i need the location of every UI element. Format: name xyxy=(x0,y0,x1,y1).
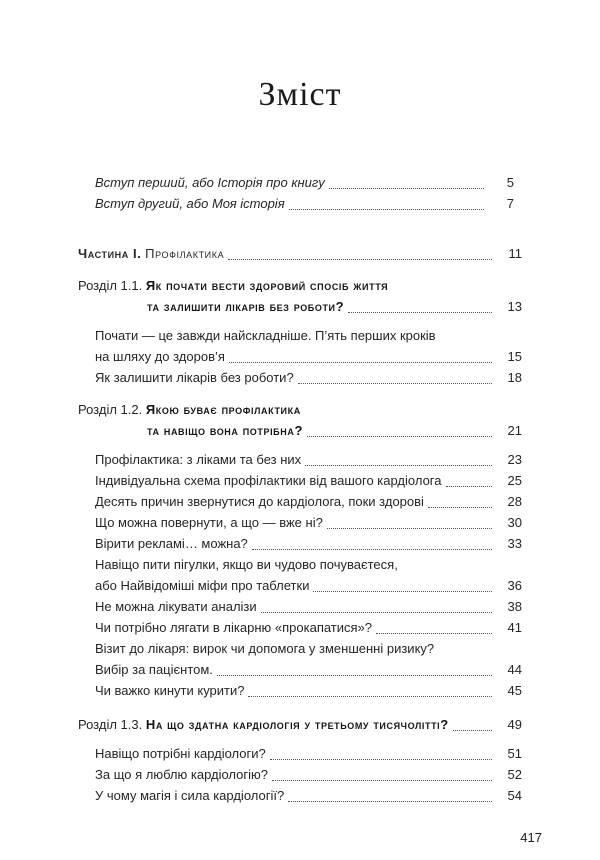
toc-entry-title: Вступ другий, або Моя історія xyxy=(95,196,285,211)
toc-entry-title: Вірити рекламі… можна? xyxy=(95,536,248,551)
toc-page-number: 11 xyxy=(508,246,522,261)
dot-leader xyxy=(313,590,492,592)
dot-leader xyxy=(453,729,492,731)
page-title: Зміст xyxy=(258,76,342,113)
dot-leader xyxy=(305,464,492,466)
toc-page-number: 23 xyxy=(507,452,522,467)
toc-entry-title: Чи важко кинути курити? xyxy=(95,683,245,698)
toc-entry-title: Візит до лікаря: вирок чи допомога у зменшенні ризику? xyxy=(95,641,435,656)
toc-entry-title: Навіщо пити пігулки, якщо ви чудово почуваєтеся, xyxy=(95,557,398,572)
toc-entry-title: Вступ перший, або Історія про книгу xyxy=(95,175,325,190)
toc-page-number: 28 xyxy=(507,494,522,509)
toc-page-number: 30 xyxy=(507,515,522,530)
toc-entry-title: Що можна повернути, а що — вже ні? xyxy=(95,515,323,530)
toc-entry-title: За що я люблю кардіологію? xyxy=(95,767,269,782)
dot-leader xyxy=(348,311,492,313)
dot-leader xyxy=(217,674,492,676)
dot-leader xyxy=(446,485,493,487)
toc-page-number: 49 xyxy=(507,717,522,732)
toc-entry-title: Як залишити лікарів без роботи? xyxy=(95,370,294,385)
dot-leader xyxy=(307,435,492,437)
section-title: Якою буває профілактика xyxy=(145,402,301,417)
section-title-continued: та навіщо вона потрібна? xyxy=(147,423,303,438)
toc-page-number: 18 xyxy=(507,370,522,385)
toc-page-number: 54 xyxy=(507,788,522,803)
dot-leader xyxy=(298,382,492,384)
section-title: На що здатна кардіологія у третьому тисячолітті? xyxy=(145,717,449,732)
toc-page-number: 25 xyxy=(507,473,522,488)
toc-entry-title: Десять причин звернутися до кардіолога, поки здорові xyxy=(95,494,424,509)
dot-leader xyxy=(252,548,492,550)
dot-leader xyxy=(261,611,492,613)
dot-leader xyxy=(376,632,492,634)
page-number: 417 xyxy=(520,830,542,845)
toc-page-number: 45 xyxy=(507,683,522,698)
dot-leader xyxy=(248,695,492,697)
dot-leader xyxy=(327,527,492,529)
dot-leader xyxy=(272,779,492,781)
toc-page-number: 5 xyxy=(506,175,514,190)
toc-entry-title: Навіщо потрібні кардіологи? xyxy=(95,746,266,761)
toc-entry-title: Не можна лікувати аналізи xyxy=(95,599,257,614)
toc-page-number: 7 xyxy=(506,196,514,211)
toc-page-number: 52 xyxy=(507,767,522,782)
toc-page-number: 41 xyxy=(507,620,522,635)
toc-page-number: 44 xyxy=(507,662,522,677)
section-label: Розділ 1.1. xyxy=(78,278,143,293)
toc-entry-title-continued: на шляху до здоров’я xyxy=(95,349,225,364)
part-label: Частина I. xyxy=(78,246,142,261)
toc-entry-title: Індивідуальна схема профілактики від вашого кардіолога xyxy=(95,473,442,488)
dot-leader xyxy=(270,758,492,760)
dot-leader xyxy=(228,258,492,260)
toc-entry-title: У чому магія і сила кардіології? xyxy=(95,788,285,803)
dot-leader xyxy=(289,208,484,210)
part-name: Профілактика xyxy=(145,246,225,261)
dot-leader xyxy=(428,506,492,508)
section-title-continued: та залишити лікарів без роботи? xyxy=(147,299,345,314)
toc-entry-title: Почати — це завжди найскладніше. П’ять перших кроків xyxy=(95,328,436,343)
toc-page-number: 38 xyxy=(507,599,522,614)
toc-page-number: 13 xyxy=(507,299,522,314)
toc-page-number: 15 xyxy=(507,349,522,364)
section-title: Як почати вести здоровий спосіб життя xyxy=(145,278,389,293)
section-label: Розділ 1.3. xyxy=(78,717,143,732)
toc-page-number: 33 xyxy=(507,536,522,551)
toc-entry-title: Профілактика: з ліками та без них xyxy=(95,452,302,467)
toc-entry-title: Чи потрібно лягати в лікарню «прокапатися»? xyxy=(95,620,373,635)
toc-page-number: 36 xyxy=(507,578,522,593)
dot-leader xyxy=(288,800,492,802)
dot-leader xyxy=(329,187,484,189)
toc-page-number: 21 xyxy=(507,423,522,438)
toc-entry-title-continued: або Найвідоміші міфи про таблетки xyxy=(95,578,310,593)
dot-leader xyxy=(229,361,492,363)
toc-entry-title-continued: Вибір за пацієнтом. xyxy=(95,662,213,677)
section-label: Розділ 1.2. xyxy=(78,402,143,417)
toc-page-number: 51 xyxy=(507,746,522,761)
